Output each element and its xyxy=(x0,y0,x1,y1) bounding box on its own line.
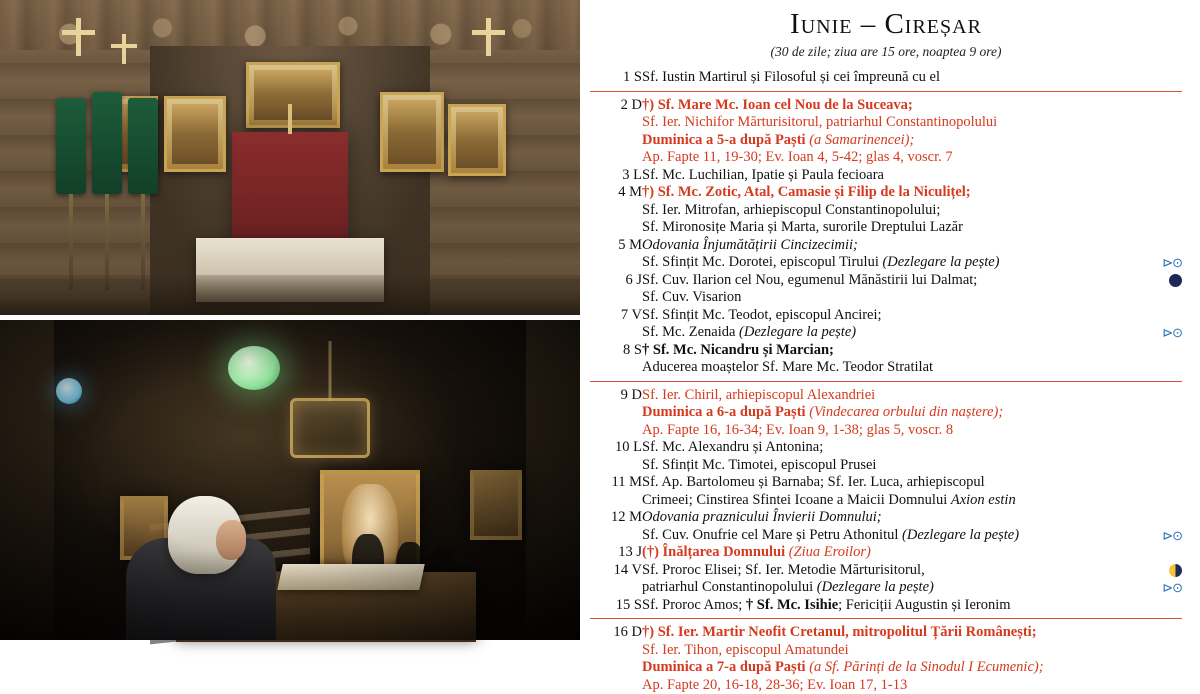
fish-fast-dispensation-icon: ⊳⊙ xyxy=(1162,256,1182,270)
entry-text: †) Sf. Mc. Zotic, Atal, Camasie și Filip de la Niculițel; xyxy=(642,184,971,200)
moon-phase-new-icon xyxy=(1169,274,1182,288)
entry-text: Sf. Cuv. Visarion xyxy=(642,289,741,305)
day-number: 14 V xyxy=(590,562,642,597)
entry-text: Sf. Cuv. Onufrie cel Mare și Petru Athonitul xyxy=(642,527,902,543)
calendar-entry-line xyxy=(642,562,1182,580)
section-divider xyxy=(590,91,1182,92)
calendar-row[interactable] xyxy=(590,237,1182,272)
day-number: 12 M xyxy=(590,509,642,544)
entry-text: Ap. Fapte 11, 19-30; Ev. Ioan 4, 5-42; glas 4, voscr. 7 xyxy=(642,149,953,165)
day-number: 7 V xyxy=(590,307,642,342)
entry-text: (†) Înălțarea Domnului xyxy=(642,544,789,560)
entry-text: Odovania praznicului Învierii Domnului; xyxy=(642,509,882,525)
cross-icon-right-horizontal xyxy=(472,30,505,35)
calendar-entry-line xyxy=(642,509,1182,527)
day-entries xyxy=(642,184,1182,237)
calendar-entry-line xyxy=(642,359,1182,377)
day-number: 11 M xyxy=(590,474,642,509)
photo-vignette xyxy=(0,320,580,640)
calendar-entry-line xyxy=(642,307,1182,325)
calendar-entry-line xyxy=(642,642,1182,660)
day-entries xyxy=(642,167,1182,185)
entry-text: Crimeei; Cinstirea Sfintei Icoane a Maicii Domnului xyxy=(642,492,951,508)
fish-fast-dispensation-icon: ⊳⊙ xyxy=(1162,581,1182,595)
calendar-entry-line xyxy=(642,597,1182,615)
entry-text: Sf. Ier. Mitrofan, arhiepiscopul Constantinopolului; xyxy=(642,202,940,218)
day-number: 13 J xyxy=(590,544,642,562)
entry-text: †) Sf. Ier. Martir Neofit Cretanul, mitropolitul Țării Românești; xyxy=(642,624,1037,640)
day-entries xyxy=(642,97,1182,167)
entry-text: patriarhul Constantinopolului xyxy=(642,579,817,595)
entry-text: Sf. Mironosițe Maria și Marta, surorile Dreptului Lazăr xyxy=(642,219,963,235)
calendar-entry-line xyxy=(642,132,1182,150)
calendar-row[interactable] xyxy=(590,69,1182,87)
calendar-entry-line xyxy=(642,527,1182,545)
calendar-row[interactable] xyxy=(590,597,1182,615)
calendar-entry-line xyxy=(642,237,1182,255)
entry-text: Sf. Proroc Elisei; Sf. Ier. Metodie Mărturisitorul, xyxy=(642,562,925,578)
cross-icon-middle-vertical xyxy=(122,34,126,64)
section-divider xyxy=(590,618,1182,619)
entry-text: Ap. Fapte 20, 16-18, 28-36; Ev. Ioan 17, 1-13 xyxy=(642,677,907,693)
calendar-entry-line xyxy=(642,439,1182,457)
day-number: 1 S xyxy=(590,69,642,87)
day-number: 10 L xyxy=(590,439,642,474)
entry-text: (Dezlegare la pește) xyxy=(882,254,999,270)
calendar-body xyxy=(590,69,1182,694)
cross-icon-left-horizontal xyxy=(62,30,95,35)
calendar-entry-line xyxy=(642,544,1182,562)
church-floor xyxy=(0,275,580,315)
day-entries xyxy=(642,544,1182,562)
calendar-row[interactable] xyxy=(590,97,1182,167)
day-entries xyxy=(642,597,1182,615)
calendar-entry-line xyxy=(642,677,1182,694)
entry-text: †) Sf. Mare Mc. Ioan cel Nou de la Suceava; xyxy=(642,97,913,113)
day-entries xyxy=(642,342,1182,377)
calendar-row[interactable] xyxy=(590,387,1182,440)
day-number: 16 D xyxy=(590,624,642,694)
calendar-row[interactable] xyxy=(590,474,1182,509)
calendar-entry-line xyxy=(642,474,1182,492)
entry-text: Ap. Fapte 16, 16-34; Ev. Ioan 9, 1-38; glas 5, voscr. 8 xyxy=(642,422,953,438)
calendar-entry-line xyxy=(642,184,1182,202)
calendar-entry-line xyxy=(642,404,1182,422)
calendar-entry-line xyxy=(642,69,1182,87)
day-entries xyxy=(642,509,1182,544)
entry-text: Sf. Mc. Luchilian, Ipatie și Paula fecioara xyxy=(642,167,884,183)
calendar-entry-line xyxy=(642,387,1182,405)
entry-text: Duminica a 7-a după Paști xyxy=(642,659,809,675)
entry-text: Sf. Ier. Tihon, episcopul Amatundei xyxy=(642,642,849,658)
calendar-entry-line xyxy=(642,219,1182,237)
day-entries xyxy=(642,439,1182,474)
church-altar-iconostasis-photo xyxy=(0,0,580,315)
calendar-row[interactable] xyxy=(590,272,1182,307)
day-entries xyxy=(642,237,1182,272)
calendar-entry-line xyxy=(642,114,1182,132)
moon-phase-last-quarter-icon xyxy=(1169,564,1182,578)
entry-text: Sf. Proroc Amos; xyxy=(642,597,746,613)
day-number: 3 L xyxy=(590,167,642,185)
entry-text: Sf. Iustin Martirul și Filosoful și cei împreună cu el xyxy=(642,69,940,85)
calendar-entry-line xyxy=(642,624,1182,642)
day-entries xyxy=(642,69,1182,87)
calendar-entry-line xyxy=(642,579,1182,597)
photo-column xyxy=(0,0,580,640)
day-number: 4 M xyxy=(590,184,642,237)
fish-fast-dispensation-icon: ⊳⊙ xyxy=(1162,326,1182,340)
calendar-row[interactable] xyxy=(590,184,1182,237)
entry-text: Sf. Sfințit Mc. Dorotei, episcopul Tirului xyxy=(642,254,882,270)
calendar-row[interactable] xyxy=(590,544,1182,562)
calendar-row[interactable] xyxy=(590,562,1182,597)
calendar-entry-line xyxy=(642,492,1182,510)
section-divider xyxy=(590,381,1182,382)
day-number: 8 S xyxy=(590,342,642,377)
icon-panel-left-2 xyxy=(164,96,226,172)
entry-text: Sf. Cuv. Ilarion cel Nou, egumenul Mănăstirii lui Dalmat; xyxy=(642,272,977,288)
month-title: Iunie – Cireșar xyxy=(590,8,1182,41)
calendar-entry-line xyxy=(642,167,1182,185)
church-banner-1 xyxy=(56,98,86,194)
day-entries xyxy=(642,624,1182,694)
entry-text: (Vindecarea orbului din naștere); xyxy=(809,404,1003,420)
day-number: 6 J xyxy=(590,272,642,307)
calendar-entry-line xyxy=(642,324,1182,342)
entry-text: ; Fericiții Augustin și Ieronim xyxy=(838,597,1010,613)
calendar-entry-line xyxy=(642,457,1182,475)
entry-text: † Sf. Mc. Isihie xyxy=(746,597,838,613)
cross-icon-middle-horizontal xyxy=(111,44,137,48)
entry-text: (Dezlegare la pește) xyxy=(817,579,934,595)
entry-text: (a Samarinencei); xyxy=(809,132,914,148)
entry-text: (Dezlegare la pește) xyxy=(902,527,1019,543)
calendar-table xyxy=(590,69,1182,694)
entry-text: Duminica a 6-a după Paști xyxy=(642,404,809,420)
entry-text: Axion estin xyxy=(951,492,1016,508)
entry-text: Duminica a 5-a după Paști xyxy=(642,132,809,148)
calendar-entry-line xyxy=(642,422,1182,440)
entry-text: Sf. Sfințit Mc. Timotei, episcopul Prusei xyxy=(642,457,876,473)
church-banner-2 xyxy=(92,92,122,194)
icon-panel-right-2 xyxy=(448,104,506,176)
cross-icon-left-vertical xyxy=(76,18,81,56)
entry-text: Sf. Mc. Zenaida xyxy=(642,324,739,340)
calendar-entry-line xyxy=(642,272,1182,290)
month-subtitle: (30 de zile; ziua are 15 ore, noaptea 9 ore) xyxy=(590,44,1182,60)
cross-icon-right-vertical xyxy=(486,18,491,56)
calendar-entry-line xyxy=(642,289,1182,307)
calendar-column xyxy=(580,0,1200,640)
fish-fast-dispensation-icon: ⊳⊙ xyxy=(1162,529,1182,543)
entry-text: Aducerea moaștelor Sf. Mare Mc. Teodor Stratilat xyxy=(642,359,933,375)
calendar-entry-line xyxy=(642,254,1182,272)
calendar-entry-line xyxy=(642,342,1182,360)
calendar-row[interactable] xyxy=(590,342,1182,377)
day-number: 5 M xyxy=(590,237,642,272)
entry-text: (Ziua Eroilor) xyxy=(789,544,871,560)
entry-text: Sf. Ap. Bartolomeu și Barnaba; Sf. Ier. Luca, arhiepiscopul xyxy=(642,474,985,490)
calendar-entry-line xyxy=(642,202,1182,220)
calendar-row[interactable] xyxy=(590,167,1182,185)
icon-panel-center-top xyxy=(246,62,340,128)
calendar-row[interactable] xyxy=(590,439,1182,474)
entry-text: † Sf. Mc. Nicandru și Marcian; xyxy=(642,342,834,358)
calendar-row[interactable] xyxy=(590,307,1182,342)
entry-text: Odovania Înjumătățirii Cincizecimii; xyxy=(642,237,858,253)
entry-text: (a Sf. Părinți de la Sinodul I Ecumenic); xyxy=(809,659,1043,675)
entry-text: Sf. Sfințit Mc. Teodot, episcopul Ancirei; xyxy=(642,307,882,323)
entry-text: Sf. Mc. Alexandru și Antonina; xyxy=(642,439,823,455)
day-entries xyxy=(642,307,1182,342)
calendar-entry-line xyxy=(642,97,1182,115)
day-entries xyxy=(642,474,1182,509)
day-entries xyxy=(642,387,1182,440)
church-banner-3 xyxy=(128,98,158,194)
calendar-row[interactable] xyxy=(590,624,1182,694)
calendar-row[interactable] xyxy=(590,509,1182,544)
calendar-entry-line xyxy=(642,659,1182,677)
woman-praying-in-church-photo xyxy=(0,320,580,640)
day-entries xyxy=(642,562,1182,597)
entry-text: (Dezlegare la pește) xyxy=(739,324,856,340)
day-number: 15 S xyxy=(590,597,642,615)
entry-text: Sf. Ier. Nichifor Mărturisitorul, patriarhul Constantinopolului xyxy=(642,114,997,130)
day-number: 9 D xyxy=(590,387,642,440)
day-number: 2 D xyxy=(590,97,642,167)
day-entries xyxy=(642,272,1182,307)
icon-panel-right-1 xyxy=(380,92,444,172)
calendar-entry-line xyxy=(642,149,1182,167)
entry-text: Sf. Ier. Chiril, arhiepiscopul Alexandriei xyxy=(642,387,875,403)
